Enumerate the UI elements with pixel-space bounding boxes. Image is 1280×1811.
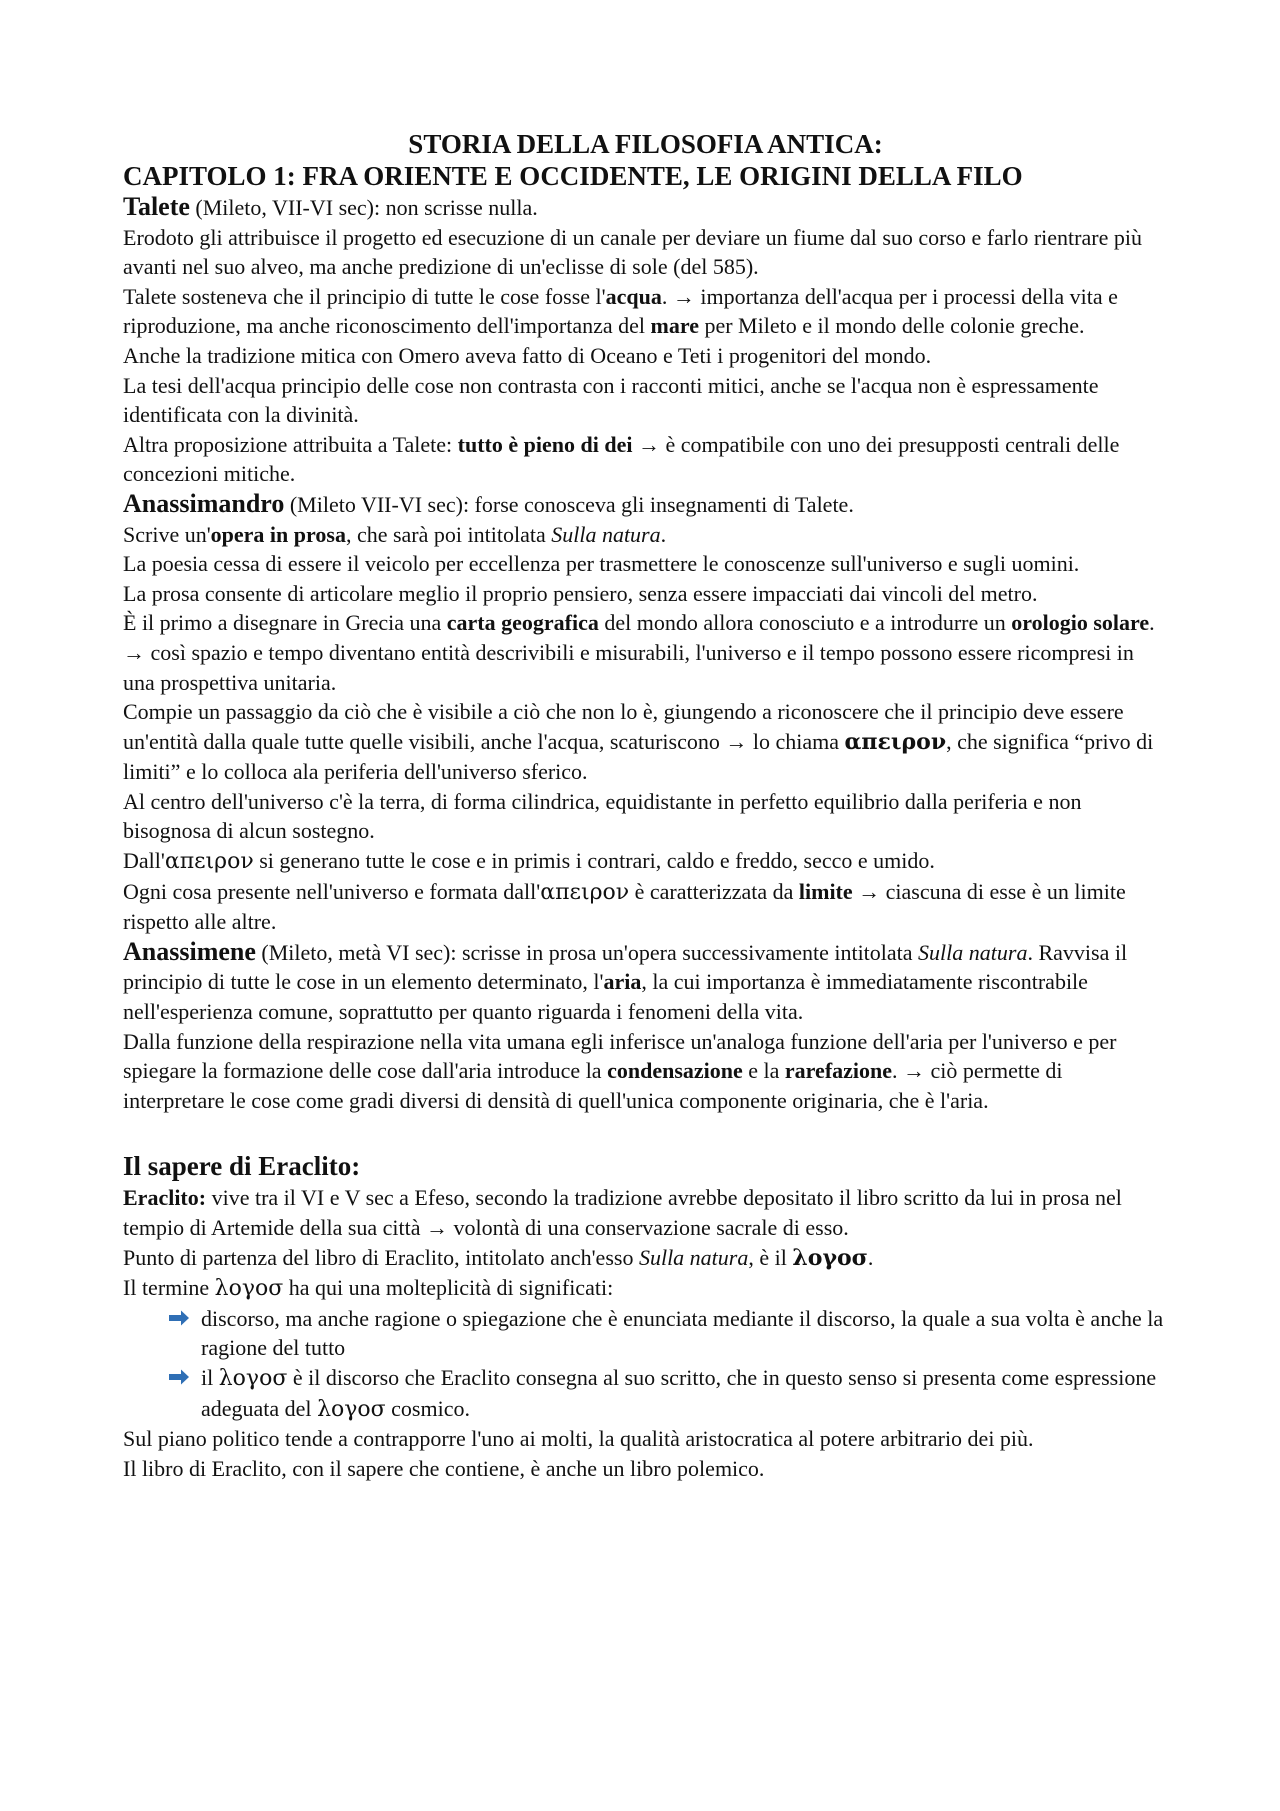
- eraclito-label: Eraclito:: [123, 1185, 207, 1211]
- anassimene-paragraph: Dalla funzione della respirazione nella vita umana egli inferisce un'analoga funzione dell'aria per l'universo e per spiegare la formazione delle cose dall'aria introduce la condensazione e la rarefazione. → ciò permette di interpretare le cose come gradi diversi di densità di quell'unica componente originaria, che è l'aria.: [123, 1028, 1117, 1113]
- arrow-bullet-icon: [167, 1363, 191, 1391]
- eraclito-paragraph: Sul piano politico tende a contrapporre l'uno ai molti, la qualità aristocratica al potere arbitrario dei più.: [123, 1426, 1034, 1452]
- talete-paragraph: Altra proposizione attribuita a Talete: tutto è pieno di dei → è compatibile con uno dei presupposti centrali delle concezioni mitiche.: [123, 431, 1120, 487]
- eraclito-paragraph: Il termine λογοσ ha qui una molteplicità di significati:: [123, 1275, 614, 1302]
- anassimene-intro: Anassimene (Mileto, metà VI sec): scrisse in prosa un'opera successivamente intitolata Sulla natura. Ravvisa il principio di tutte le cose in un elemento determinato, l'aria, la cui importanza è immediatamente riscontrabile nell'esperienza comune, soprattutto per quanto riguarda i fenomeni della vita.: [123, 936, 1128, 1025]
- keyword-condensazione: condensazione: [607, 1058, 743, 1084]
- anassimandro-paragraph: Dall'απειρον si generano tutte le cose e in primis i contrari, caldo e freddo, secco e umido.: [123, 848, 935, 875]
- anassimandro-intro: Anassimandro (Mileto VII-VI sec): forse conosceva gli insegnamenti di Talete.: [123, 488, 854, 518]
- work-title: Sulla natura: [918, 939, 1028, 965]
- anassimandro-paragraph: Ogni cosa presente nell'universo e formata dall'απειρον è caratterizzata da limite → ciascuna di esse è un limite rispetto alle altre.: [123, 878, 1126, 935]
- list-item: il λογοσ è il discorso che Eraclito consegna al suo scritto, che in questo senso si presenta come espressione adeguata del λογοσ cosmico.: [201, 1363, 1168, 1424]
- anassimandro-paragraph: Scrive un'opera in prosa, che sarà poi intitolata Sulla natura.: [123, 521, 667, 547]
- keyword-acqua: acqua: [605, 283, 662, 309]
- meanings-list: [123, 1304, 1168, 1424]
- keyword-rarefazione: rarefazione: [784, 1058, 893, 1084]
- greek-logos: λογοσ: [792, 1244, 868, 1271]
- talete-paragraph: La tesi dell'acqua principio delle cose non contrasta con i racconti mitici, anche se l'acqua non è espressamente identificata con la divinità.: [123, 372, 1099, 428]
- eraclito-paragraph: Eraclito: vive tra il VI e V sec a Efeso, secondo la tradizione avrebbe depositato il libro scritto da lui in prosa nel tempio di Artemide della sua città → volontà di una conservazione sacrale di esso.: [123, 1185, 1122, 1240]
- work-title: Sulla natura: [551, 521, 661, 547]
- greek-apeiron: απειρον: [540, 879, 630, 905]
- chapter-heading: CAPITOLO 1: FRA ORIENTE E OCCIDENTE, LE ORIGINI DELLA FILO: [123, 161, 1023, 191]
- keyword-opera-in-prosa: opera in prosa: [210, 521, 346, 547]
- greek-logos: λογοσ: [218, 1365, 288, 1391]
- anassimandro-paragraph: È il primo a disegnare in Grecia una carta geografica del mondo allora conosciuto e a introdurre un orologio solare. → così spazio e tempo diventano entità descrivibili e misurabili, l'universo e il tempo possono essere ricompresi in una prospettiva unitaria.: [123, 610, 1155, 695]
- greek-logos: λογοσ: [214, 1276, 284, 1302]
- greek-apeiron: απειρον: [164, 849, 254, 875]
- keyword-limite: limite: [798, 878, 853, 904]
- eraclito-paragraph: Punto di partenza del libro di Eraclito, intitolato anch'esso Sulla natura, è il λογοσ.: [123, 1244, 874, 1271]
- talete-paragraph: Anche la tradizione mitica con Omero aveva fatto di Oceano e Teti i progenitori del mondo.: [123, 342, 932, 368]
- anassimene-name: Anassimene: [123, 936, 256, 966]
- talete-intro: Talete (Mileto, VII-VI sec): non scrisse nulla.: [123, 192, 538, 221]
- anassimandro-paragraph: Compie un passaggio da ciò che è visibile a ciò che non lo è, giungendo a riconoscere che il principio deve essere un'entità dalla quale tutte quelle visibili, anche l'acqua, scaturiscono → lo chiama απειρον, che significa “privo di limiti” e lo colloca ala periferia dell'universo sferico.: [123, 699, 1154, 785]
- keyword-dei: tutto è pieno di dei: [457, 431, 633, 457]
- keyword-mare: mare: [650, 313, 699, 339]
- section-heading-eraclito: Il sapere di Eraclito:: [123, 1151, 361, 1182]
- greek-logos: λογοσ: [317, 1396, 386, 1422]
- keyword-aria: aria: [603, 969, 642, 995]
- list-item: discorso, ma anche ragione o spiegazione che è enunciata mediante il discorso, la quale a sua volta è anche la ragione del tutto: [201, 1304, 1168, 1363]
- anassimandro-name: Anassimandro: [123, 488, 285, 518]
- eraclito-paragraph: Il libro di Eraclito, con il sapere che contiene, è anche un libro polemico.: [123, 1455, 765, 1481]
- keyword-carta-geografica: carta geografica: [446, 610, 599, 636]
- anassimandro-paragraph: Al centro dell'universo c'è la terra, di forma cilindrica, equidistante in perfetto equilibrio dalla periferia e non bisognosa di alcun sostegno.: [123, 788, 1082, 844]
- keyword-orologio-solare: orologio solare: [1011, 610, 1150, 636]
- greek-apeiron: απειρον: [844, 728, 947, 755]
- arrow-bullet-icon: [167, 1304, 191, 1332]
- work-title: Sulla natura: [638, 1244, 749, 1270]
- anassimandro-paragraph: La prosa consente di articolare meglio il proprio pensiero, senza essere impacciati dai vincoli del metro.: [123, 580, 1038, 606]
- talete-paragraph: Talete sosteneva che il principio di tutte le cose fosse l'acqua. → importanza dell'acqua per i processi della vita e riproduzione, ma anche riconoscimento dell'importanza del mare per Mileto e il mondo delle colonie greche.: [123, 283, 1118, 339]
- document-title: STORIA DELLA FILOSOFIA ANTICA:: [408, 129, 883, 159]
- talete-name: Talete: [123, 192, 190, 221]
- anassimandro-paragraph: La poesia cessa di essere il veicolo per eccellenza per trasmettere le conoscenze sull'universo e sugli uomini.: [123, 551, 1080, 577]
- talete-paragraph: Erodoto gli attribuisce il progetto ed esecuzione di un canale per deviare un fiume dal suo corso e farlo rientrare più avanti nel suo alveo, ma anche predizione di un'eclisse di sole (del 585).: [123, 224, 1142, 280]
